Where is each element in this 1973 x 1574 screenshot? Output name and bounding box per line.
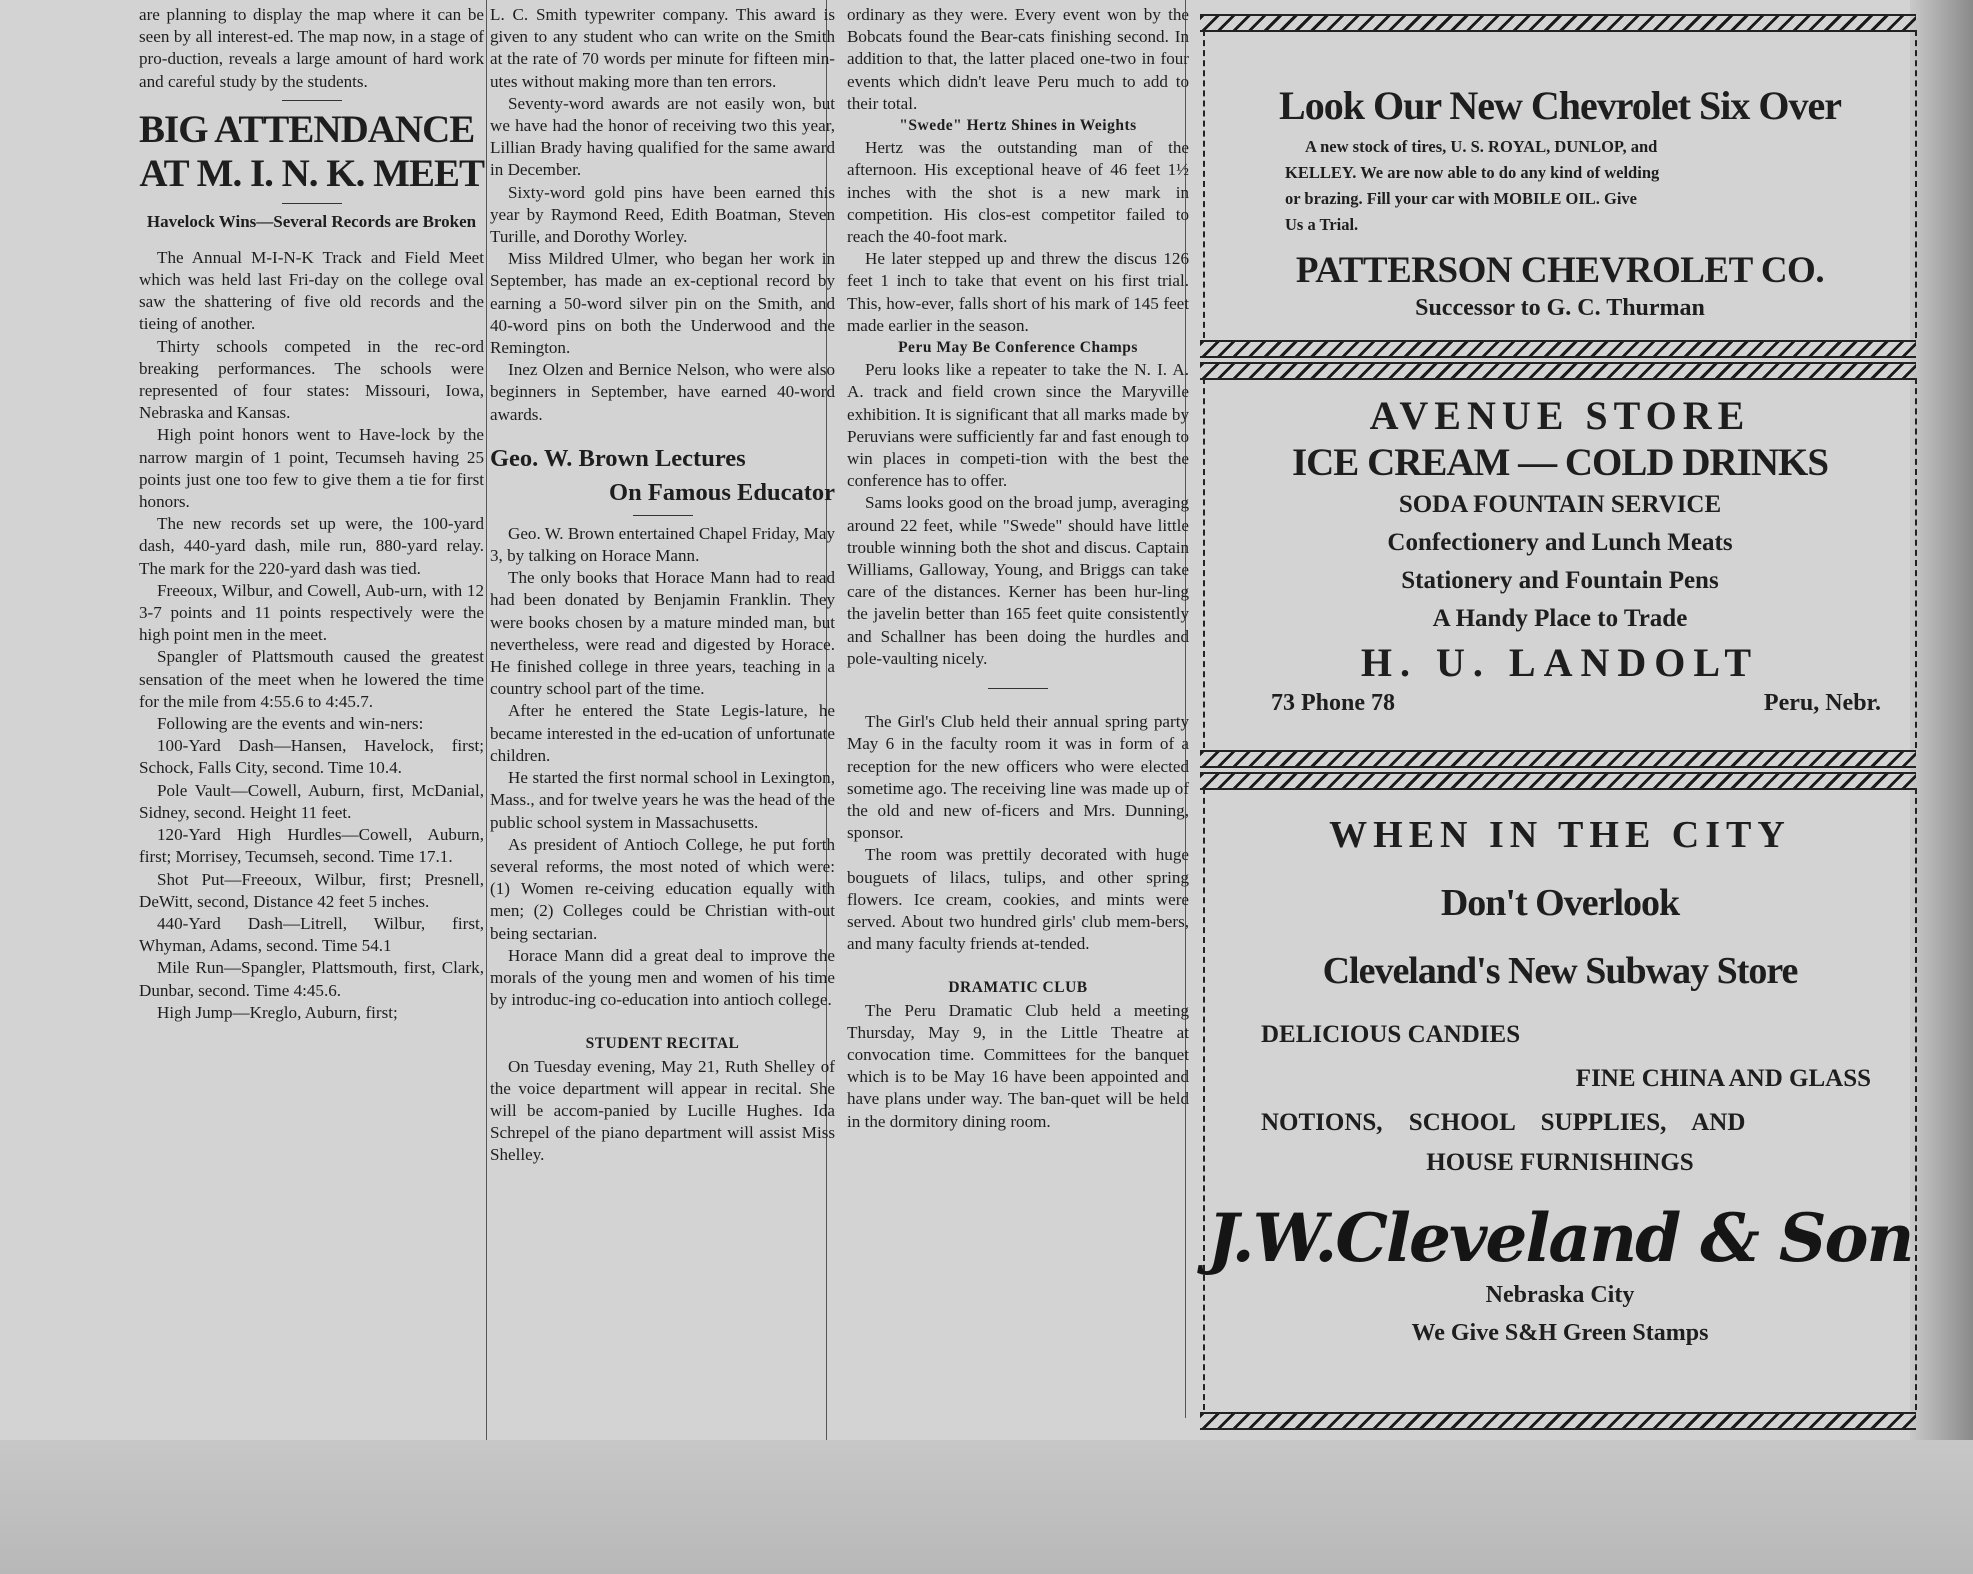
article-paragraph: 440-Yard Dash—Litrell, Wilbur, first, Whyman, Adams, second. Time 54.1 [139,913,484,956]
article-paragraph: Sams looks good on the broad jump, averaging around 22 feet, while "Swede" should have little trouble winning both the shot and discus. Captain Williams, Galloway, Young, and Briggs can take care of the distances. Kerner has been hur-ling the javelin better than 165 feet quite consistently and Schallner has been doing the hurdles and pole-vaulting nicely. [847,493,1189,668]
article-paragraph: After he entered the State Legis-lature, he became interested in the ed-ucation of unfortunate children. [490,701,835,765]
article-paragraph: The only books that Horace Mann had to read had been donated by Benjamin Franklin. They were books chosen by a mature minded man, but nevertheless, were read and digested by Horace. He finished college in three years, teaching in a country school part of the time. [490,568,835,699]
article-text: L. C. Smith typewriter company. This award is given to any student who can write on the Smith at the rate of 70 words per minute for fifteen min-utes without making more than ten errors. [490,5,835,91]
ad-text: WHEN IN THE CITY [1329,814,1791,856]
ad-avenue-store [1203,378,1917,748]
ad-owner-name: H. U. LANDOLT [1360,640,1760,685]
column-rule [486,0,487,1440]
article-paragraph: Inez Olzen and Bernice Nelson, who were also beginners in September, have earned 40-word awards. [490,360,835,424]
article-paragraph: High Jump—Kreglo, Auburn, first; [157,1002,398,1022]
article-text: ordinary as they were. Every event won by the Bobcats found the Bear-cats finishing second. In addition to that, the latter placed one-two in four events which didn't leave Peru much to add to their total. [847,5,1189,113]
page-bottom-margin [0,1440,1973,1574]
ad-text: ICE CREAM — COLD DRINKS [1291,441,1829,484]
ad-store-title: AVENUE STORE [1369,393,1751,438]
ad-location: Peru, Nebr. [1763,690,1881,716]
article-paragraph: Horace Mann did a great deal to improve the morals of the young men and women of his time by introduc-ing co-education into antioch college. [490,945,835,1010]
ad-border-zigzag [1200,750,1916,768]
ad-footer [1205,688,1915,722]
article-paragraph: The room was prettily decorated with huge bouguets of lilacs, tulips, and other spring flowers. Ice cream, cookies, and mints were served. About two hundred girls' club mem-bers, and many faculty friends at-tended. [847,845,1189,954]
ad-text: A new stock of tires, U. S. ROYAL, DUNLOP, and [1305,137,1658,156]
subheadline: Havelock Wins—Several Records are Broken [146,211,477,231]
divider [988,688,1048,689]
divider [633,515,693,516]
ad-text: A Handy Place to Trade [1432,605,1688,632]
ad-text: Stationery and Fountain Pens [1401,567,1719,594]
column-3 [847,4,1189,1133]
article-paragraph: As president of Antioch College, he put forth several reforms, the most noted of which were: (1) Women re-ceiving education equally with men; (2) Colleges could be Christian with-out being sectarian. [490,834,835,943]
article-paragraph: The Girl's Club held their annual spring party May 6 in the faculty room it was in form of a reception for the new officers who were elected sometime ago. The receiving line was made up of the old and new of-ficers and Mrs. Dunning, sponsor. [847,712,1189,843]
article-paragraph: Shot Put—Freeoux, Wilbur, first; Presnell, DeWitt, second, Distance 42 feet 5 inches. [139,869,484,911]
article-paragraph: 120-Yard High Hurdles—Cowell, Auburn, first; Morrisey, Tecumseh, second. Time 17.1. [139,825,484,867]
article-paragraph: Miss Mildred Ulmer, who began her work in September, has made an ex-ceptional record by earning a 50-word silver pin on the Smith, and 40-word pins on both the Underwood and the Remington. [490,249,835,358]
ad-text: Confectionery and Lunch Meats [1387,529,1733,556]
ad-cleveland-store [1203,788,1917,1410]
article-paragraph: He started the first normal school in Lexington, Mass., and for twelve years he was the head of the public school system in Massachusetts. [490,768,835,832]
subheadline-student-recital: STUDENT RECITAL [585,1035,740,1053]
article-paragraph: Peru looks like a repeater to take the N. I. A. A. track and field crown since the Maryville exhibition. It is significant that all marks made by Peruvians were sufficiently far and fast enough to win places in competi-tion with the best the conference has to offer. [847,360,1189,491]
article-text: are planning to display the map where it can be seen by all interest-ed. The map now, in a stage of pro-duction, reveals a large amount of hard work and careful study by the students. [139,5,484,91]
ad-text: Don't Overlook [1440,882,1680,924]
article-paragraph: He later stepped up and threw the discus 126 feet 1 inch to take that event on his first trial. This, how-ever, falls short of his mark of 145 feet made earlier in the season. [847,249,1189,335]
subheadline-conference-champs: Peru May Be Conference Champs [898,339,1138,357]
ad-phone: 73 Phone 78 [1271,690,1396,716]
headline-mink-meet: AT M. I. N. K. MEET [139,151,484,195]
article-paragraph: The new records set up were, the 100-yard dash, 440-yard dash, mile run, 880-yard relay. The mark for the 220-yard dash was tied. [139,514,484,578]
article-paragraph: 100-Yard Dash—Hansen, Havelock, first; Schock, Falls City, second. Time 10.4. [139,736,484,778]
article-paragraph: Sixty-word gold pins have been earned this year by Raymond Reed, Edith Boatman, Steven Turille, and Dorothy Worley. [490,182,835,247]
column-2 [490,4,835,1167]
page-edge-shadow [1910,0,1973,1574]
article-paragraph: The Annual M-I-N-K Track and Field Meet which was held last Fri-day on the college oval saw the shattering of five old records and the tieing of another. [139,247,484,334]
article-paragraph: On Tuesday evening, May 21, Ruth Shelley of the voice department will appear in recital. She will be accom-panied by Lucille Hughes. Ida Schrepel of the piano department will assist Miss Shelley. [490,1056,835,1165]
article-paragraph: Freeoux, Wilbur, and Cowell, Aub-urn, with 12 3-7 points and 11 points respectively were the high point men in the meet. [139,580,484,645]
ad-headline: Look Our New Chevrolet Six Over [1279,83,1841,128]
article-paragraph: The Peru Dramatic Club held a meeting Thursday, May 9, in the Little Theatre at convocation time. Committees for the banquet which is to be May 16 have been appointed and have plans under way. The ban-quet will be held in the dormitory dining room. [847,1000,1189,1131]
ad-text: Us a Trial. [1285,215,1359,234]
ad-text: or brazing. Fill your car with MOBILE OIL. Give [1285,189,1638,208]
ad-text: NOTIONS, SCHOOL SUPPLIES, AND [1261,1109,1746,1136]
ad-text: FINE CHINA AND GLASS [1575,1065,1871,1092]
subheadline-dramatic-club: DRAMATIC CLUB [948,979,1088,997]
article-paragraph: Spangler of Plattsmouth caused the greatest sensation of the meet when he lowered the time for the mile from 4:55.6 to 4:45.7. [139,647,484,711]
subheadline-hertz: "Swede" Hertz Shines in Weights [899,117,1137,135]
headline-brown-lectures: Geo. W. Brown Lectures [490,444,746,472]
article-paragraph: Seventy-word awards are not easily won, but we have had the honor of receiving two this year, Lillian Brady having qualified for the same award in December. [490,93,835,180]
divider [282,100,342,101]
article-paragraph: Mile Run—Spangler, Plattsmouth, first, Clark, Dunbar, second. Time 4:45.6. [139,958,484,1000]
ad-city: Nebraska City [1485,1282,1635,1308]
ad-company-name: PATTERSON CHEVROLET CO. [1295,250,1825,291]
headline-big-attendance: BIG ATTENDANCE [139,107,475,151]
ad-successor: Successor to G. C. Thurman [1415,295,1705,321]
ad-border-zigzag [1200,340,1916,358]
article-paragraph: Thirty schools competed in the rec-ord breaking performances. The schools were represented of four states: Missouri, Iowa, Nebraska and Kansas. [139,336,484,423]
ad-text: Cleveland's New Subway Store [1322,950,1798,992]
article-paragraph: High point honors went to Have-lock by the narrow margin of 1 point, Tecumseh having 25 points just one too few to give them a tie for first honors. [139,425,484,512]
ad-stamps: We Give S&H Green Stamps [1411,1320,1709,1346]
cleveland-son-logo: J.W.Cleveland & Son [1207,1199,1913,1277]
article-paragraph: Following are the events and win-ners: [157,714,424,734]
headline-famous-educator: On Famous Educator [609,478,835,506]
ad-border-zigzag [1200,1412,1916,1430]
article-paragraph: Hertz was the outstanding man of the afternoon. His exceptional heave of 46 feet 1½ inches with the shot is a new mark in competition. His clos-est competitor failed to reach the 40-foot mark. [847,138,1189,247]
column-1 [139,4,484,1024]
ad-text: KELLEY. We are now able to do any kind of welding [1285,163,1660,182]
ad-text: DELICIOUS CANDIES [1261,1021,1521,1048]
article-paragraph: Geo. W. Brown entertained Chapel Friday, May 3, by talking on Horace Mann. [490,523,835,566]
article-paragraph: Pole Vault—Cowell, Auburn, first, McDanial, Sidney, second. Height 11 feet. [139,780,484,822]
ad-patterson-chevrolet [1203,30,1917,338]
ad-text: SODA FOUNTAIN SERVICE [1398,491,1722,518]
ad-text: HOUSE FURNISHINGS [1426,1149,1694,1176]
divider [282,203,342,204]
